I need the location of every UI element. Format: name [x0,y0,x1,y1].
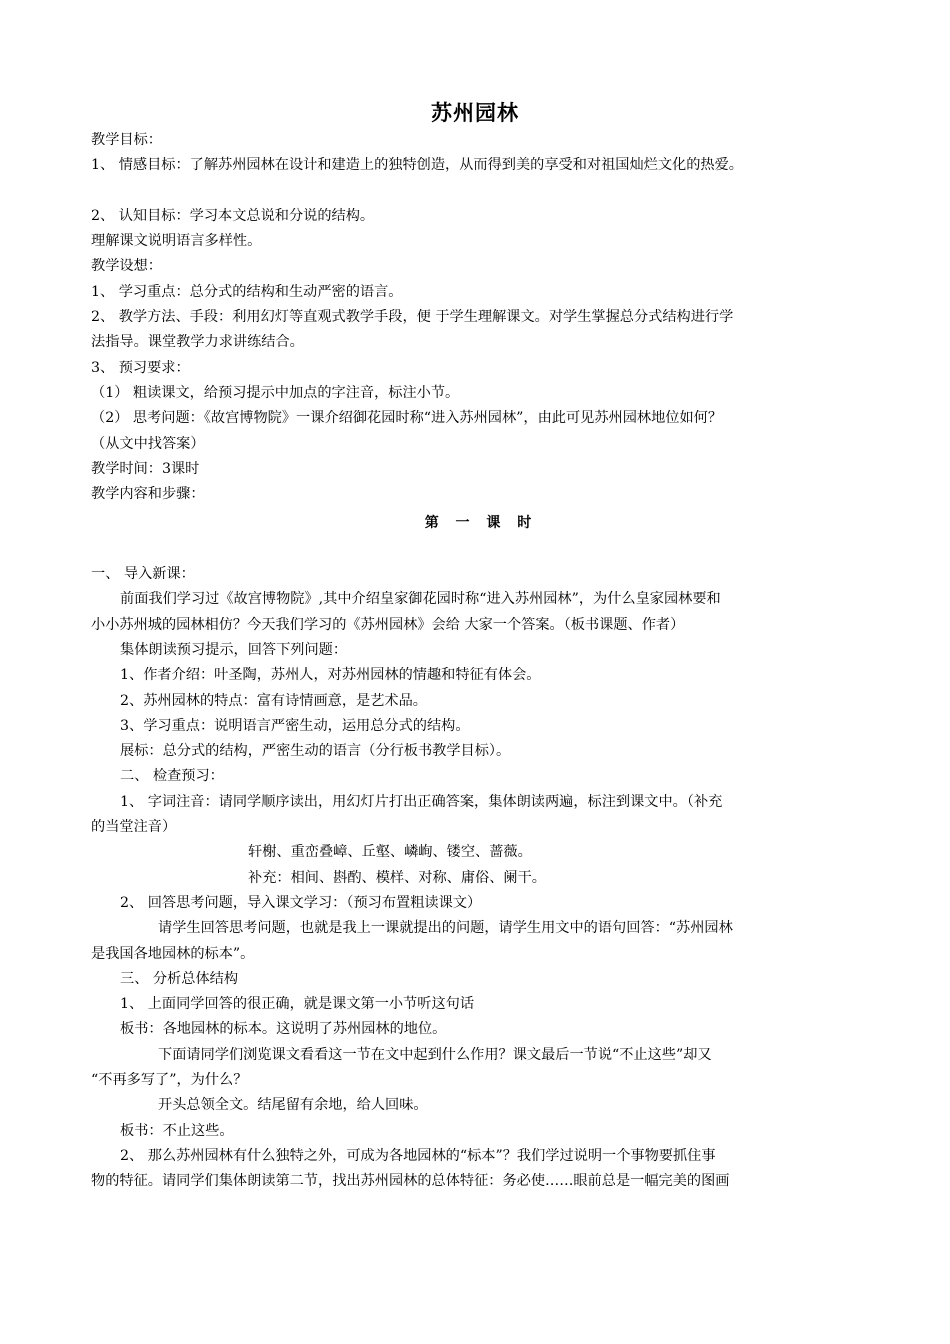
text-line: 展标：总分式的结构，严密生动的语言（分行板书教学目标）。 [120,743,511,760]
text-line: 1、 学习重点：总分式的结构和生动严密的语言。 [91,283,403,300]
document-body [91,128,871,1194]
text-line: 前面我们学习过《故宫博物院》,其中介绍皇家御花园时称“进入苏州园林”，为什么皇家园林要和 [120,591,721,608]
text-line: “不再多写了”，为什么？ [91,1071,248,1088]
text-line: 教学目标： [91,132,162,148]
text-line: 轩榭、重峦叠嶂、丘壑、嶙峋、镂空、蔷薇。 [248,844,532,861]
text-line: 的当堂注音） [91,819,177,836]
text-line: 三、 分析总体结构 [120,970,239,987]
text-line: 2、 教学方法、手段：利用幻灯等直观式教学手段，便 于学生理解课文。对学生掌握总分式结构进行学 [91,309,734,326]
text-line: 请学生回答思考问题，也就是我上一课就提出的问题，请学生用文中的语句回答：“苏州园林 [158,920,733,937]
blank-line [91,537,871,562]
text-line: 法指导。课堂教学力求讲练结合。 [91,334,304,351]
text-line: 教学时间：3课时 [91,460,200,477]
text-line: 下面请同学们浏览课文看看这一节在文中起到什么作用？课文最后一节说“不止这些”却又 [158,1046,712,1063]
text-line: 2、 认知目标：学习本文总说和分说的结构。 [91,207,375,224]
blank-line [91,179,871,204]
text-line: 板书：各地园林的标本。这说明了苏州园林的地位。 [120,1021,447,1038]
text-line: 1、 上面同学回答的很正确，就是课文第一小节听这句话 [120,996,475,1013]
text-line: 1、作者介绍：叶圣陶，苏州人，对苏州园林的情趣和特征有体会。 [120,667,541,684]
text-line: 3、 预习要求： [91,359,190,376]
text-line: （从文中找答案） [91,435,205,452]
text-line: 开头总领全文。结尾留有余地，给人回味。 [158,1097,428,1114]
text-line: （1） 粗读课文，给预习提示中加点的字注音，标注小节。 [91,384,460,401]
text-line: 1、 情感目标：了解苏州园林在设计和建造上的独特创造，从而得到美的享受和对祖国灿烂文化的热爱。 [91,157,743,174]
text-line: 集体朗读预习提示，回答下列问题： [120,641,348,658]
text-line: 物的特征。请同学们集体朗读第二节，找出苏州园林的总体特征：务必使……眼前总是一幅完美的图画 [91,1173,730,1190]
text-line: 2、 那么苏州园林有什么独特之外，可成为各地园林的“标本”？我们学过说明一个事物要抓住事 [120,1147,716,1164]
text-line: 补充：相间、斟酌、模样、对称、庸俗、阑干。 [248,869,546,886]
text-line: 是我国各地园林的标本”。 [91,945,255,962]
section-heading: 第 一 课 时 [424,515,538,532]
text-line: 理解课文说明语言多样性。 [91,233,262,250]
document-title: 苏州园林 [431,101,519,125]
text-line: 教学设想： [91,258,162,275]
text-line: 教学内容和步骤： [91,486,205,503]
text-line: 板书：不止这些。 [120,1122,234,1139]
text-line: 二、 检查预习： [120,768,224,785]
text-line: （2） 思考问题：《故宫博物院》一课介绍御花园时称“进入苏州园林”，由此可见苏州园林地位如何？ [91,410,723,427]
text-line: 小小苏州城的园林相仿？今天我们学习的《苏州园林》会给 大家一个答案。（板书课题、作者） [91,616,685,633]
text-line: 2、 回答思考问题，导入课文学习：（预习布置粗读课文） [120,894,482,911]
text-line: 1、 字词注音：请同学顺序读出，用幻灯片打出正确答案，集体朗读两遍，标注到课文中。（补充 [120,793,723,810]
text-line: 3、学习重点：说明语言严密生动，运用总分式的结构。 [120,717,470,734]
text-line: 2、苏州园林的特点：富有诗情画意，是艺术品。 [120,692,427,709]
text-line: 一、 导入新课： [91,566,195,583]
